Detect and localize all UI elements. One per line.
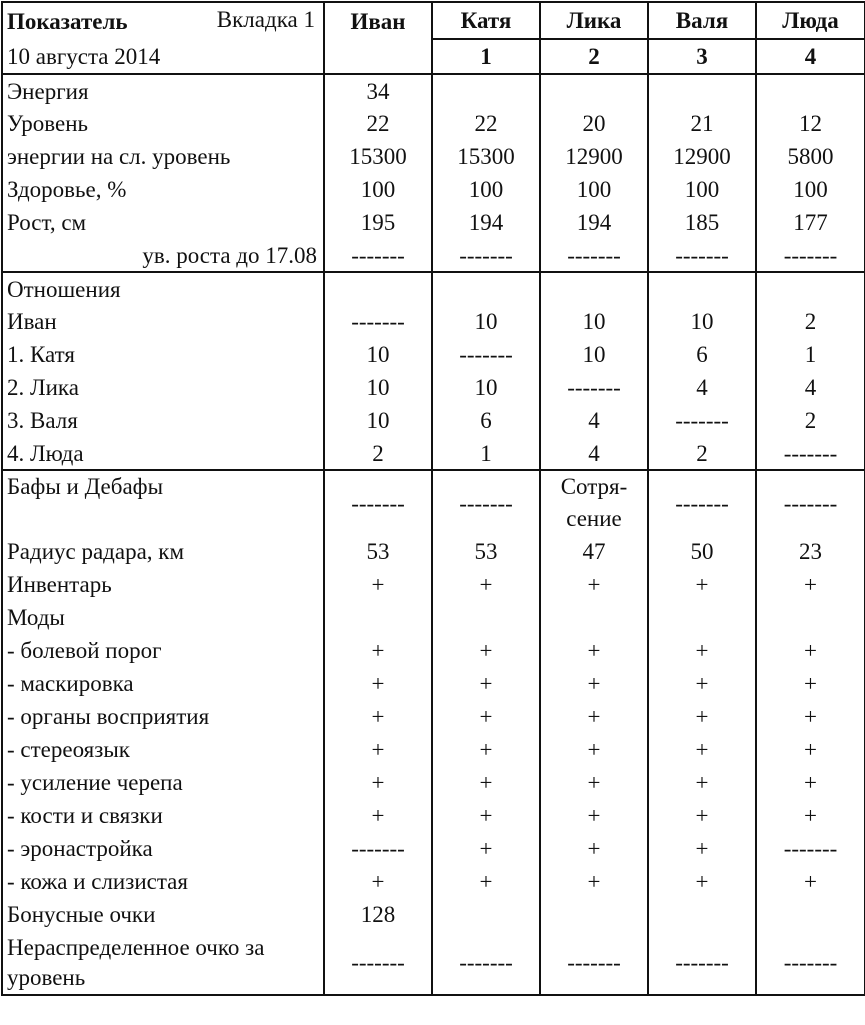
row-label: 4. Люда: [2, 437, 324, 470]
cell-katya: -------: [432, 931, 540, 995]
header-num-valya: 3: [648, 39, 756, 74]
cell-ivan: [324, 272, 432, 305]
cell-ivan: 10: [324, 371, 432, 404]
cell-lyuda: [756, 601, 865, 634]
cell-katya: [432, 74, 540, 107]
row-label: - болевой порог: [2, 634, 324, 667]
row-label: Нераспределенное очко за уровень: [2, 931, 324, 995]
row-rel-katya: [2, 338, 865, 371]
cell-lyuda: -------: [756, 931, 865, 995]
row-level: [2, 107, 865, 140]
cell-katya: +: [432, 667, 540, 700]
cell-valya: +: [648, 634, 756, 667]
cell-lyuda: 100: [756, 173, 865, 206]
cell-lyuda: 2: [756, 404, 865, 437]
header-tab-label: Вкладка 1: [216, 7, 315, 32]
row-label: 3. Валя: [2, 404, 324, 437]
cell-valya: +: [648, 568, 756, 601]
cell-lika: +: [540, 568, 648, 601]
cell-valya: 2: [648, 437, 756, 470]
row-mod-camo: [2, 667, 865, 700]
cell-lika: +: [540, 799, 648, 832]
cell-katya: 22: [432, 107, 540, 140]
cell-ivan: -------: [324, 470, 432, 535]
cell-lika: -------: [540, 371, 648, 404]
cell-ivan: +: [324, 700, 432, 733]
cell-valya: [648, 601, 756, 634]
cell-katya: 53: [432, 535, 540, 568]
cell-lyuda: +: [756, 733, 865, 766]
cell-lyuda: +: [756, 799, 865, 832]
header-num-katya: 1: [432, 39, 540, 74]
cell-katya: +: [432, 634, 540, 667]
row-energy: [2, 74, 865, 107]
cell-lyuda: +: [756, 568, 865, 601]
cell-lyuda: 1: [756, 338, 865, 371]
cell-lika: -------: [540, 239, 648, 272]
cell-katya: 15300: [432, 140, 540, 173]
row-mod-eron: [2, 832, 865, 865]
cell-lyuda: +: [756, 865, 865, 898]
row-mod-skin: [2, 865, 865, 898]
cell-lyuda: -------: [756, 832, 865, 865]
cell-valya: 10: [648, 305, 756, 338]
cell-ivan: 10: [324, 338, 432, 371]
cell-katya: 1: [432, 437, 540, 470]
row-label: энергии на сл. уровень: [2, 140, 324, 173]
cell-lika: [540, 272, 648, 305]
cell-ivan: +: [324, 733, 432, 766]
cell-lyuda: -------: [756, 470, 865, 535]
cell-ivan: +: [324, 634, 432, 667]
cell-katya: +: [432, 766, 540, 799]
header-name-valya: Валя: [648, 2, 756, 39]
cell-valya: [648, 898, 756, 931]
row-bonus: [2, 898, 865, 931]
cell-lika: 100: [540, 173, 648, 206]
cell-lika: -------: [540, 931, 648, 995]
cell-katya: +: [432, 865, 540, 898]
row-relations: [2, 272, 865, 305]
cell-katya: -------: [432, 470, 540, 535]
cell-lika: 12900: [540, 140, 648, 173]
cell-lyuda: +: [756, 766, 865, 799]
row-mod-bones: [2, 799, 865, 832]
cell-ivan: 53: [324, 535, 432, 568]
cell-valya: +: [648, 700, 756, 733]
row-rel-lyuda: [2, 437, 865, 470]
cell-ivan: 100: [324, 173, 432, 206]
cell-lyuda: 4: [756, 371, 865, 404]
cell-lika: 4: [540, 437, 648, 470]
cell-valya: 50: [648, 535, 756, 568]
row-label: - органы восприятия: [2, 700, 324, 733]
cell-ivan: 34: [324, 74, 432, 107]
row-label: - стереоязык: [2, 733, 324, 766]
cell-lyuda: 177: [756, 206, 865, 239]
cell-ivan: 10: [324, 404, 432, 437]
cell-lika: 10: [540, 305, 648, 338]
row-label: Отношения: [2, 272, 324, 305]
cell-valya: +: [648, 865, 756, 898]
cell-lika: +: [540, 634, 648, 667]
cell-valya: 100: [648, 173, 756, 206]
row-mods: [2, 601, 865, 634]
row-label: Здоровье, %: [2, 173, 324, 206]
cell-valya: +: [648, 766, 756, 799]
row-label: Бафы и Дебафы: [2, 470, 324, 535]
cell-valya: -------: [648, 931, 756, 995]
row-label: Уровень: [2, 107, 324, 140]
cell-lika: Сотря-сение: [540, 470, 648, 535]
cell-ivan: +: [324, 667, 432, 700]
cell-lika: +: [540, 832, 648, 865]
row-label: 1. Катя: [2, 338, 324, 371]
row-label: Иван: [2, 305, 324, 338]
cell-ivan: +: [324, 799, 432, 832]
cell-lyuda: 5800: [756, 140, 865, 173]
row-label: - маскировка: [2, 667, 324, 700]
cell-katya: +: [432, 799, 540, 832]
cell-valya: [648, 74, 756, 107]
cell-valya: -------: [648, 239, 756, 272]
row-label: Рост, см: [2, 206, 324, 239]
cell-katya: [432, 601, 540, 634]
row-height: [2, 206, 865, 239]
row-mod-senses: [2, 700, 865, 733]
header-date: 10 августа 2014: [2, 39, 324, 74]
header-num-ivan: [324, 39, 432, 74]
cell-lyuda: +: [756, 634, 865, 667]
row-inventory: [2, 568, 865, 601]
row-label: Инвентарь: [2, 568, 324, 601]
row-label: Энергия: [2, 74, 324, 107]
cell-lika: [540, 74, 648, 107]
cell-valya: +: [648, 832, 756, 865]
cell-lyuda: +: [756, 667, 865, 700]
row-rel-lika: [2, 371, 865, 404]
cell-ivan: 128: [324, 898, 432, 931]
cell-lika: [540, 898, 648, 931]
cell-lika: 20: [540, 107, 648, 140]
cell-lika: +: [540, 865, 648, 898]
row-label: - кожа и слизистая: [2, 865, 324, 898]
cell-lika: [540, 601, 648, 634]
cell-valya: [648, 272, 756, 305]
cell-katya: [432, 272, 540, 305]
header-name-katya: Катя: [432, 2, 540, 39]
cell-katya: +: [432, 832, 540, 865]
cell-valya: 185: [648, 206, 756, 239]
header-name-lyuda: Люда: [756, 2, 865, 39]
cell-katya: 194: [432, 206, 540, 239]
row-mod-skull: [2, 766, 865, 799]
cell-katya: 10: [432, 305, 540, 338]
cell-valya: 4: [648, 371, 756, 404]
cell-ivan: 22: [324, 107, 432, 140]
header-row-names: [2, 2, 865, 39]
cell-ivan: +: [324, 865, 432, 898]
cell-lika: +: [540, 700, 648, 733]
row-height-growth: [2, 239, 865, 272]
cell-lyuda: 12: [756, 107, 865, 140]
cell-lika: +: [540, 667, 648, 700]
header-name-ivan: Иван: [324, 2, 432, 39]
cell-lyuda: 23: [756, 535, 865, 568]
cell-ivan: -------: [324, 239, 432, 272]
cell-katya: +: [432, 568, 540, 601]
cell-ivan: -------: [324, 931, 432, 995]
cell-valya: 12900: [648, 140, 756, 173]
cell-lyuda: +: [756, 700, 865, 733]
cell-ivan: +: [324, 766, 432, 799]
cell-katya: +: [432, 733, 540, 766]
cell-lika: 4: [540, 404, 648, 437]
cell-ivan: 195: [324, 206, 432, 239]
stats-table: [1, 1, 865, 996]
cell-lika: 194: [540, 206, 648, 239]
row-mod-pain: [2, 634, 865, 667]
cell-katya: +: [432, 700, 540, 733]
cell-lika: 47: [540, 535, 648, 568]
row-label: Радиус радара, км: [2, 535, 324, 568]
cell-katya: [432, 898, 540, 931]
row-buffs: [2, 470, 865, 535]
header-num-lyuda: 4: [756, 39, 865, 74]
row-label: Бонусные очки: [2, 898, 324, 931]
cell-lyuda: [756, 272, 865, 305]
header-name-lika: Лика: [540, 2, 648, 39]
cell-lyuda: -------: [756, 437, 865, 470]
row-radar: [2, 535, 865, 568]
cell-katya: 10: [432, 371, 540, 404]
cell-katya: -------: [432, 338, 540, 371]
row-label: - кости и связки: [2, 799, 324, 832]
cell-ivan: [324, 601, 432, 634]
cell-valya: +: [648, 733, 756, 766]
cell-katya: 100: [432, 173, 540, 206]
cell-ivan: +: [324, 568, 432, 601]
row-label: Моды: [2, 601, 324, 634]
cell-lyuda: [756, 74, 865, 107]
row-rel-ivan: [2, 305, 865, 338]
row-label: 2. Лика: [2, 371, 324, 404]
cell-lyuda: 2: [756, 305, 865, 338]
row-energy-next: [2, 140, 865, 173]
header-row-numbers: [2, 39, 865, 74]
cell-ivan: 15300: [324, 140, 432, 173]
row-health: [2, 173, 865, 206]
header-indicator-label: Показатель: [7, 8, 128, 34]
cell-valya: -------: [648, 470, 756, 535]
cell-lika: +: [540, 733, 648, 766]
cell-valya: 6: [648, 338, 756, 371]
cell-katya: 6: [432, 404, 540, 437]
row-label: - эронастройка: [2, 832, 324, 865]
row-label: ув. роста до 17.08: [2, 239, 324, 272]
cell-valya: +: [648, 667, 756, 700]
row-unallocated: [2, 931, 865, 995]
cell-valya: +: [648, 799, 756, 832]
cell-valya: 21: [648, 107, 756, 140]
cell-lika: +: [540, 766, 648, 799]
row-mod-stereo: [2, 733, 865, 766]
cell-katya: -------: [432, 239, 540, 272]
row-label: - усиление черепа: [2, 766, 324, 799]
cell-ivan: 2: [324, 437, 432, 470]
row-rel-valya: [2, 404, 865, 437]
header-num-lika: 2: [540, 39, 648, 74]
cell-valya: -------: [648, 404, 756, 437]
cell-ivan: -------: [324, 305, 432, 338]
cell-ivan: -------: [324, 832, 432, 865]
cell-lika: 10: [540, 338, 648, 371]
cell-lyuda: [756, 898, 865, 931]
cell-lyuda: -------: [756, 239, 865, 272]
header-indicator-cell: [2, 2, 324, 39]
